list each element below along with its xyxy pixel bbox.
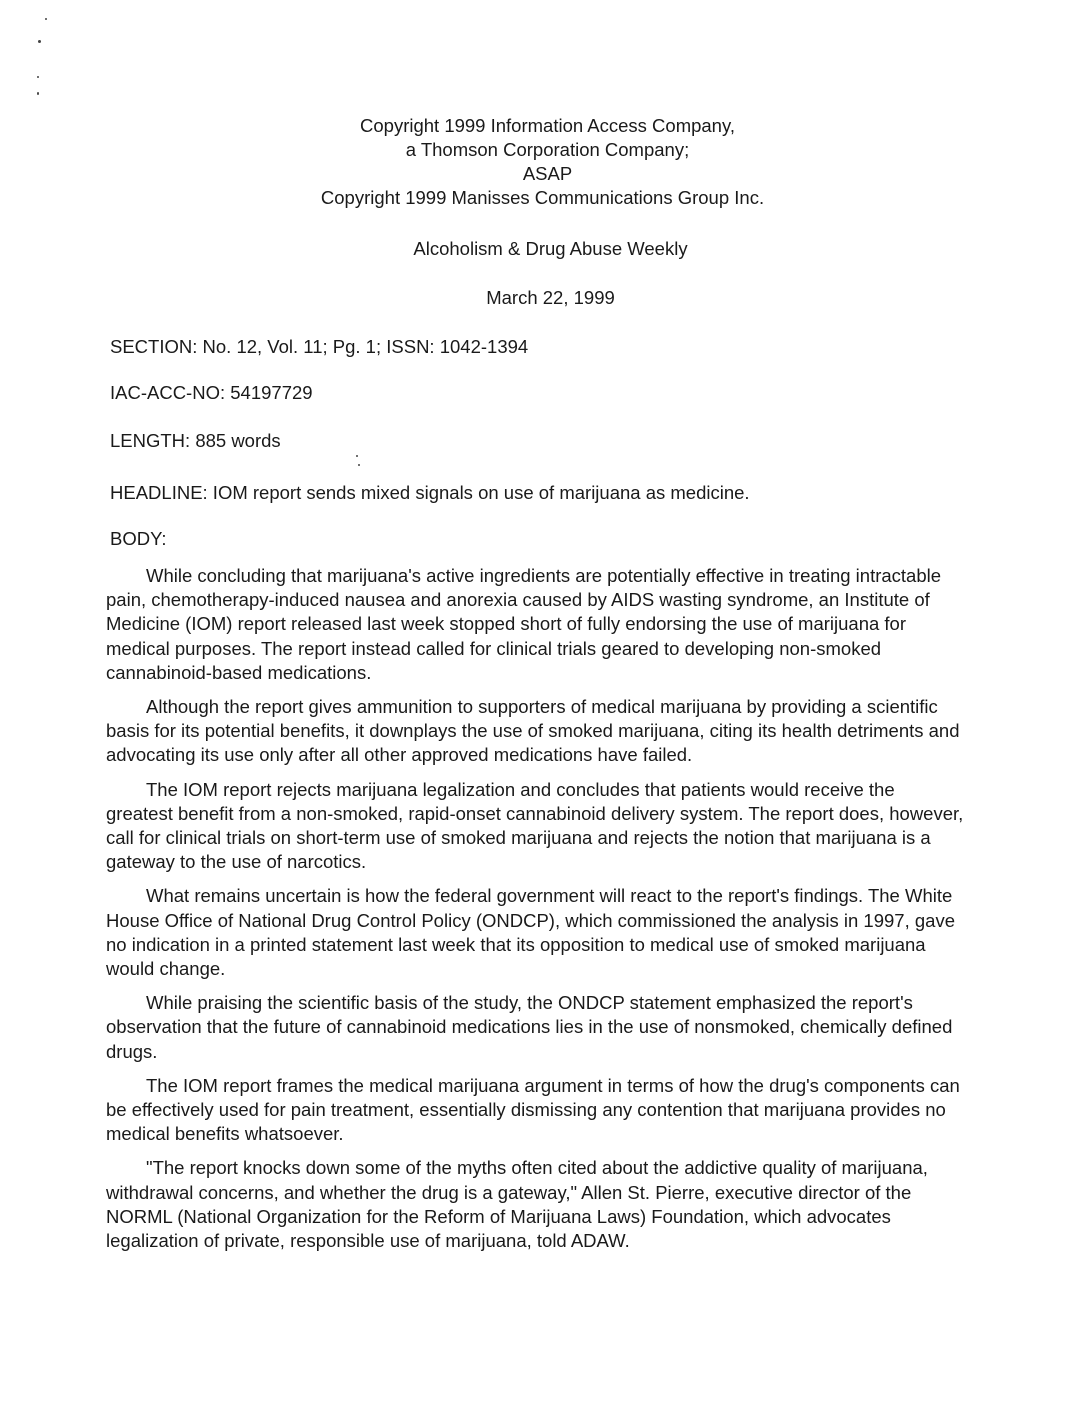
acc-no-field: IAC-ACC-NO: 54197729 (110, 382, 313, 403)
section-field: SECTION: No. 12, Vol. 11; Pg. 1; ISSN: 1042-1394 (110, 336, 529, 357)
body-paragraph: While concluding that marijuana's active ingredients are potentially effective in treating intractable pain, chemotherapy-induced nausea and anorexia caused by AIDS wasting syndrome, an Institute of Medicine (IOM) report released last week stopped short of fully endorsing the use of marijuana for medical purposes. The report instead called for clinical trials geared to developing non-smoked cannabinoid-based medications. (106, 565, 942, 683)
publication-date: March 22, 1999 (486, 287, 615, 308)
article-body (106, 564, 966, 1263)
length-field: LENGTH: 885 words (110, 430, 281, 451)
publication-name: Alcoholism & Drug Abuse Weekly (413, 238, 688, 259)
scan-speck (38, 40, 41, 43)
body-paragraph: Although the report gives ammunition to supporters of medical marijuana by providing a scientific basis for its potential benefits, it downplays the use of smoked marijuana, citing its health detriments and advocating its use only after all other approved medications have failed. (106, 696, 960, 766)
body-paragraph: The IOM report rejects marijuana legalization and concludes that patients would receive the greatest benefit from a non-smoked, rapid-onset cannabinoid delivery system. The report does, however, call for clinical trials on short-term use of smoked marijuana and rejects the notion that marijuana is a gateway to the use of narcotics. (106, 778, 964, 873)
copyright-line: Copyright 1999 Information Access Company, (360, 115, 735, 136)
body-label: BODY: (110, 528, 167, 549)
scan-speck (45, 18, 47, 20)
body-paragraph: "The report knocks down some of the myths often cited about the addictive quality of marijuana, withdrawal concerns, and whether the drug is a gateway," Allen St. Pierre, executive director of the NORML (National Organization for the Reform of Marijuana Laws) Foundation, which advocates legalization of private, responsible use of marijuana, told ADAW. (106, 1157, 928, 1252)
copyright-line: ASAP (522, 163, 573, 184)
copyright-line: Copyright 1999 Manisses Communications Group Inc. (320, 187, 765, 208)
body-paragraph: What remains uncertain is how the federal government will react to the report's findings. The White House Office of National Drug Control Policy (ONDCP), which commissioned the analysis in 1997, gave no indication in a printed statement last week that its opposition to medical use of smoked marijuana would change. (106, 885, 955, 980)
copyright-header (0, 114, 1085, 210)
headline-field: HEADLINE: IOM report sends mixed signals on use of marijuana as medicine. (110, 482, 750, 503)
scan-speck (37, 76, 39, 78)
body-paragraph: The IOM report frames the medical marijuana argument in terms of how the drug's components can be effectively used for pain treatment, essentially dismissing any contention that marijuana provides no medical benefits whatsoever. (106, 1074, 960, 1145)
scan-speck (356, 455, 358, 457)
body-paragraph: While praising the scientific basis of the study, the ONDCP statement emphasized the report's observation that the future of cannabinoid medications lies in the use of nonsmoked, chemically defined drugs. (106, 992, 953, 1062)
scan-speck (37, 92, 39, 95)
copyright-line: a Thomson Corporation Company; (405, 139, 690, 160)
scan-speck (358, 464, 360, 466)
